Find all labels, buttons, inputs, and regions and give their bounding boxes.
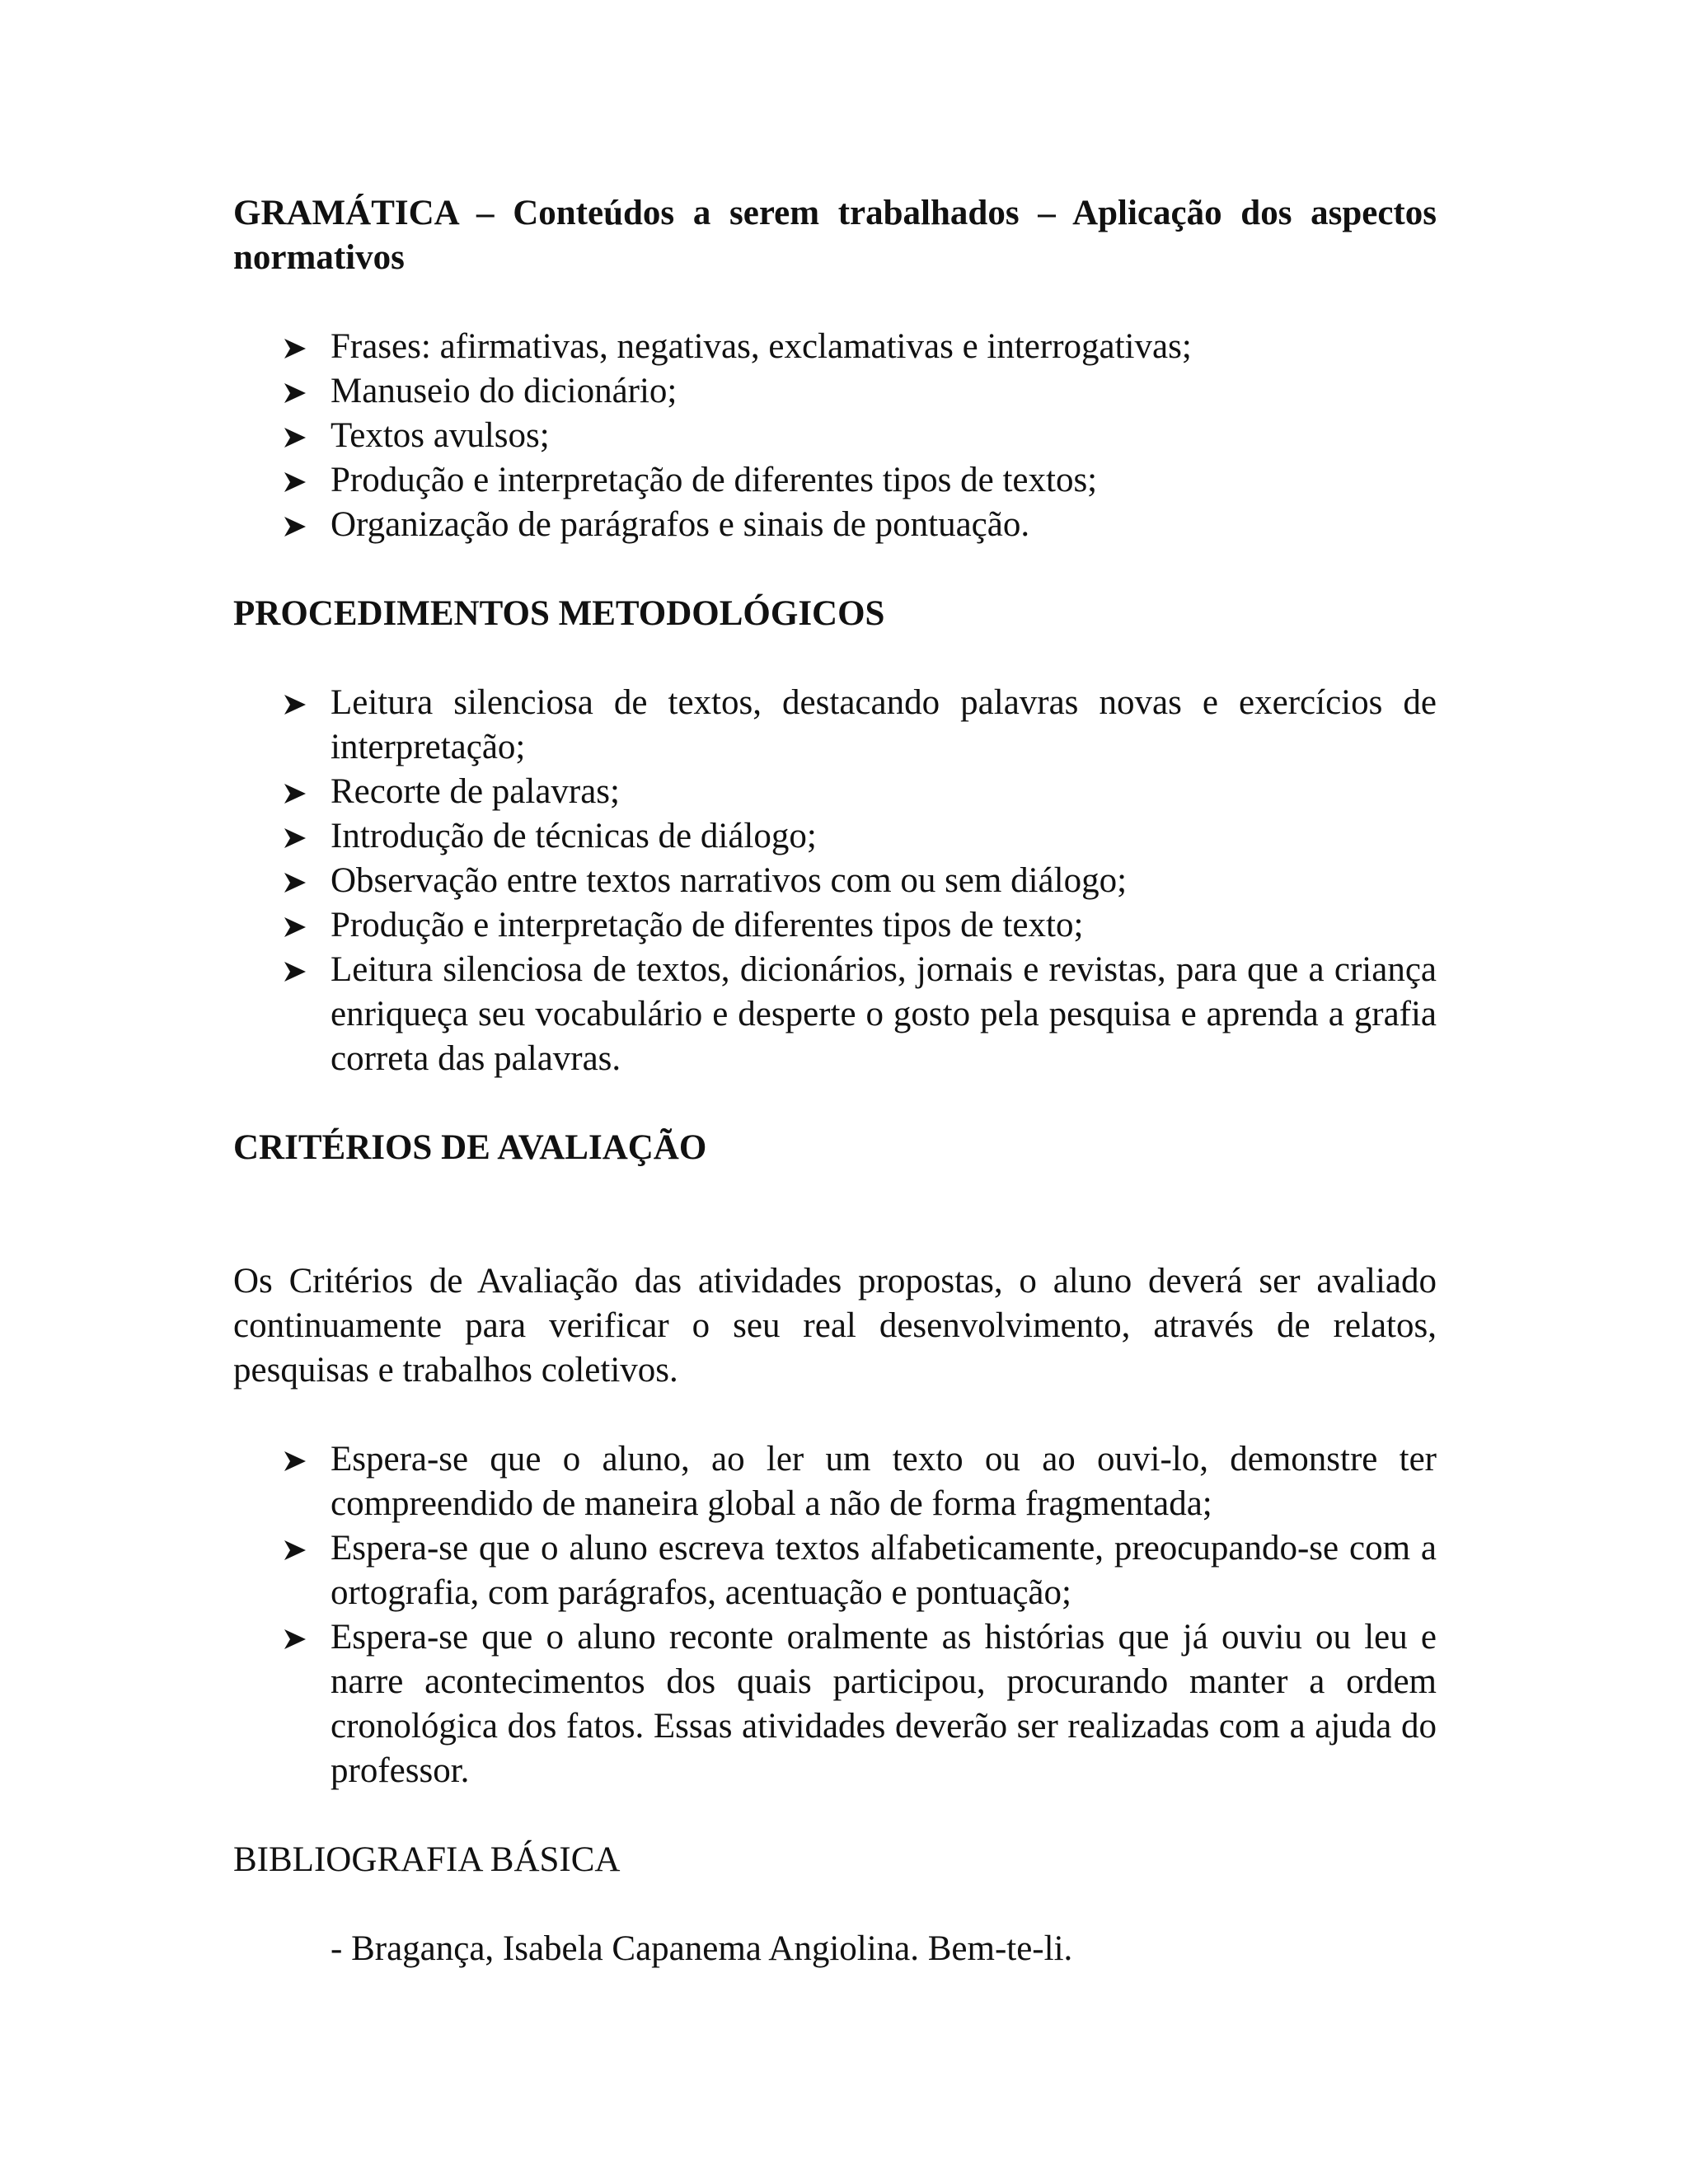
list-item-text: Textos avulsos;: [331, 416, 550, 455]
list-item-text: Leitura silenciosa de textos, dicionários, jornais e revistas, para que a criança enriqueça seu vocabulário e desperte o gosto pela pesquisa e aprenda a grafia correta das palavras.: [331, 950, 1437, 1078]
arrowhead-bullet-icon: [283, 960, 307, 983]
arrowhead-bullet-icon: [283, 871, 307, 894]
arrowhead-bullet-icon: [283, 515, 307, 538]
bibliografia-entry: - Bragança, Isabela Capanema Angiolina. Bem-te-li.: [331, 1929, 1073, 1968]
list-item: [331, 1526, 1437, 1615]
list-item-text: Leitura silenciosa de textos, destacando palavras novas e exercícios de interpretação;: [331, 683, 1437, 766]
list-item: [331, 948, 1437, 1081]
arrowhead-bullet-icon: [283, 693, 307, 716]
arrowhead-bullet-icon: [283, 782, 307, 805]
list-item: [331, 503, 1437, 547]
arrowhead-bullet-icon: [283, 1450, 307, 1473]
list-item: [331, 770, 1437, 814]
arrowhead-bullet-icon: [283, 1539, 307, 1562]
bibliografia-heading: BIBLIOGRAFIA BÁSICA: [233, 1840, 621, 1879]
list-item: [331, 369, 1437, 414]
list-item-text: Observação entre textos narrativos com ou sem diálogo;: [331, 861, 1128, 900]
list-item-text: Espera-se que o aluno, ao ler um texto ou ao ouvi-lo, demonstre ter compreendido de maneira global a não de forma fragmentada;: [331, 1440, 1437, 1523]
list-item: [331, 458, 1437, 503]
list-item: [331, 681, 1437, 770]
list-item: [331, 859, 1437, 903]
criterios-paragraph: Os Critérios de Avaliação das atividades propostas, o aluno deverá ser avaliado continuamente para verificar o seu real desenvolvimento, através de relatos, pesquisas e trabalhos coletivos.: [233, 1262, 1437, 1390]
arrowhead-bullet-icon: [283, 471, 307, 494]
list-item-text: Produção e interpretação de diferentes tipos de textos;: [331, 461, 1098, 499]
list-item: [331, 903, 1437, 948]
list-item: [331, 1437, 1437, 1526]
list-item-text: Recorte de palavras;: [331, 772, 620, 811]
list-item: [331, 414, 1437, 458]
list-item-text: Espera-se que o aluno escreva textos alfabeticamente, preocupando-se com a ortografia, com parágrafos, acentuação e pontuação;: [331, 1529, 1437, 1612]
arrowhead-bullet-icon: [283, 426, 307, 449]
list-item-text: Produção e interpretação de diferentes tipos de texto;: [331, 906, 1084, 944]
procedimentos-heading: PROCEDIMENTOS METODOLÓGICOS: [233, 594, 885, 633]
arrowhead-bullet-icon: [283, 382, 307, 405]
list-item-text: Organização de parágrafos e sinais de pontuação.: [331, 505, 1030, 544]
procedimentos-list: [233, 681, 1437, 1081]
arrowhead-bullet-icon: [283, 916, 307, 939]
criterios-list: [233, 1437, 1437, 1793]
criterios-heading: CRITÉRIOS DE AVALIAÇÃO: [233, 1128, 707, 1167]
arrowhead-bullet-icon: [283, 1628, 307, 1651]
list-item: [331, 1615, 1437, 1793]
list-item-text: Introdução de técnicas de diálogo;: [331, 817, 817, 855]
list-item-text: Espera-se que o aluno reconte oralmente as histórias que já ouviu ou leu e narre acontecimentos dos quais participou, procurando manter a ordem cronológica dos fatos. Essas atividades deverão ser realizadas com a ajuda do professor.: [331, 1618, 1437, 1790]
gramatica-list: [233, 325, 1437, 547]
gramatica-heading: GRAMÁTICA – Conteúdos a serem trabalhados – Aplicação dos aspectos normativos: [233, 194, 1437, 277]
list-item-text: Frases: afirmativas, negativas, exclamativas e interrogativas;: [331, 327, 1192, 366]
arrowhead-bullet-icon: [283, 337, 307, 360]
list-item: [331, 325, 1437, 369]
list-item: [331, 814, 1437, 859]
list-item-text: Manuseio do dicionário;: [331, 372, 678, 410]
arrowhead-bullet-icon: [283, 827, 307, 850]
document-page: [233, 191, 1437, 1971]
